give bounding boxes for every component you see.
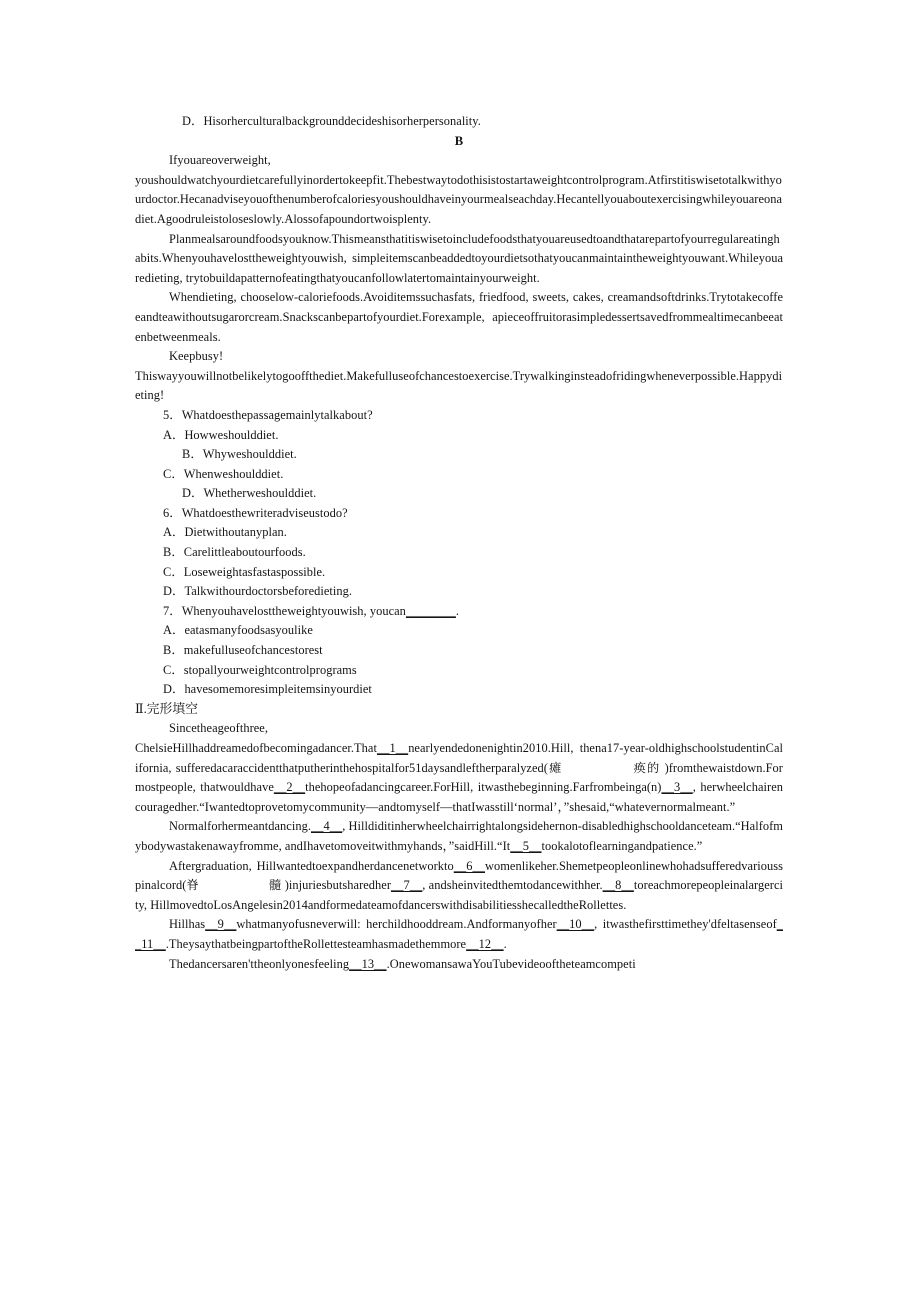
question-5-option-c[interactable]: C．Whenweshoulddiet. [163,466,284,481]
question-6-option-d[interactable]: D．Talkwithourdoctorsbeforedieting. [163,584,353,599]
cloze-blank-2[interactable]: __5__ [510,838,542,853]
question-6-option-c[interactable]: C．Loseweightasfastaspossible. [163,564,326,579]
cloze-blank-1[interactable]: __13__ [349,956,387,971]
cloze-text-run: , Hilldiditinherwheelchairrightalongsidehernon-disabledhighschooldanceteam.“Halfofmybodywastakenawayfromme, andIhavetomoveitwithmyhands，”saidHill.“It [135,819,783,853]
chinese-gloss-1: 瘫 [547,760,563,775]
question-6-stem: Whatdoesthewriteradviseustodo? [181,505,348,520]
passage-p1-body: youshouldwatchyourdietcarefullyinordertokeepfit.Thebestwaytodothisistostartaweightcontrolprogram.Atfirstitiswisetotalkwithyourdoctor.Hecanadviseyouofthenumberofcaloriesyoushouldhaveinyourmealseachday.Hecantellyouaboutexercisingwhileyouareonadiet.Agoodruleistoloseslowly.Alossofapoundortwoisplenty. [135,172,783,226]
section-b-heading: B [454,133,464,148]
cloze-blank-4[interactable]: __12__ [466,936,504,951]
question-7-answer-blank[interactable]: ________ [405,603,456,618]
question-6-option-a[interactable]: A．Dietwithoutanyplan. [163,525,287,540]
cloze-text-run: , herwheelchairencouragedher.“Iwantedtoprovetomycommunity—andtomyself—thatIwasstill‘normal’，”shesaid,“whatevernormalmeant.” [135,780,783,814]
cloze-text-run: )injuriesbutsharedher [281,878,392,893]
passage-p4-body: Thiswayyouwillnotbelikelytogooffthediet.Makefulluseofchancestoexercise.Trywalkinginsteadofridingwheneverpossible.Happydieting! [135,368,783,403]
cloze-text-run: . [503,936,507,951]
cloze-text-run: toreachmorepeopleinalargercity, HillmovedtoLosAngelesin2014andformedateamofdancerswithdisabilitiesshecalledtheRollettes. [135,878,783,912]
cloze-blank-2[interactable]: __2__ [273,780,306,795]
section-ii-heading [135,700,783,720]
cloze-p2-body [135,819,783,853]
question-7-option-d[interactable]: D．havesomemoresimpleitemsinyourdiet [163,682,372,697]
cloze-text-run: thehopeofadancingcareer.ForHill, itwasthebeginning.Farfrombeinga(n) [305,780,662,795]
question-6 [135,504,783,524]
cloze-paragraph-2 [135,817,783,856]
cloze-p4-body [135,917,783,951]
question-7-option-b[interactable]: B．makefulluseofchancestorest [163,643,323,658]
question-6-option-b[interactable]: B．Carelittleaboutourfoods. [163,545,306,560]
question-5-option-a[interactable]: A．Howweshoulddiet. [163,427,279,442]
cloze-p1-first-line: Sincetheageofthree, [169,721,268,736]
cloze-blank-1[interactable]: __4__ [310,819,343,834]
cloze-blank-1[interactable]: __6__ [453,858,485,873]
cloze-p1-body [135,741,783,814]
cloze-text-run: )fromthewaistdown.Formostpeople, thatwouldhave [135,760,783,795]
chinese-gloss-3: 的 [646,760,661,775]
cloze-text-run: womenlikeher.Shemetpeopleonlinewhohadsufferedvariousspinalcord( [135,858,783,893]
section-ii-numeral: Ⅱ [135,701,144,716]
cloze-paragraph-4 [135,915,783,954]
cloze-text-run: .OnewomansawaYouTubevideooftheteamcompeti [386,956,636,971]
passage-p1-first-line: Ifyouareoverweight, [169,153,271,168]
cloze-text-run: .TheysaythatbeingpartoftheRollettesteamhasmadethemmore [165,936,467,951]
cloze-text-run: , itwasthefirsttimethey'dfeltasenseof [594,917,777,932]
cloze-paragraph-5 [135,955,783,975]
question-7-stem-after: . [455,603,460,618]
question-7-option-c[interactable]: C．stopallyourweightcontrolprograms [163,662,357,677]
cloze-blank-3[interactable]: __11__ [135,917,783,951]
cloze-text-run: ChelsieHillhaddreamedofbecomingadancer.That [135,741,377,755]
question-6-number: 6． [163,505,182,520]
cloze-p3-body [135,859,783,912]
chinese-gloss-2: 痪 [632,760,647,775]
cloze-blank-2[interactable]: __7__ [391,878,423,893]
question-7-number: 7． [163,603,182,618]
question-7-stem-before: Whenyouhavelosttheweightyouwish, youcan [181,603,406,618]
section-ii-title: 完形填空 [146,701,198,717]
question-5 [135,406,783,426]
passage-paragraph-3: Whendieting, chooselow-caloriefoods.Avoiditemssuchasfats, friedfood, sweets, cakes, creamandsoftdrinks.Trytotakecoffeeandteawithoutsugarorcream.Snackscanbepartofyourdiet.Forexample, apieceoffruitorasimpledessertsavedfrommealtimecanbeeatenbetweenmeals. [135,290,783,344]
cloze-paragraph-1 [135,719,783,817]
cloze-text-run: Thedancersaren'ttheonlyonesfeeling [169,956,350,971]
cloze-text-run: tookalotoflearningandpatience.” [541,838,703,853]
cloze-text-run: nearlyendedonenightin2010.Hill, thena17-year-oldhighschoolstudentinCalifornia, sufferedacaraccidentthatputherinthehospitalfor51daysandleftherparalyzed( [135,741,783,775]
question-5-option-b[interactable]: B．Whyweshoulddiet. [182,447,297,462]
question-5-number: 5． [163,407,182,422]
cloze-blank-2[interactable]: __10__ [556,917,595,932]
question-5-stem: Whatdoesthepassagemainlytalkabout? [181,407,373,422]
question-7-option-a[interactable]: A．eatasmanyfoodsasyoulike [163,623,313,638]
cloze-text-run: Normalforhermeantdancing. [169,819,311,834]
passage-paragraph-4 [135,347,783,406]
page-content [135,112,783,974]
cloze-blank-1[interactable]: __1__ [376,741,409,755]
cloze-text-run: Aftergraduation, Hillwantedtoexpandherdancenetworkto [169,858,454,873]
passage-p4-first-line: Keepbusy! [169,349,224,364]
question-7 [135,602,783,622]
passage-paragraph-1 [135,151,783,229]
cloze-paragraph-3 [135,857,783,916]
cloze-text-run: Hillhas [169,917,206,932]
section-a-option-d: D．Hisorherculturalbackgrounddecideshisorherpersonality. [182,114,481,128]
cloze-blank-3[interactable]: __8__ [602,878,634,893]
cloze-text-run: whatmanyofusneverwill: herchildhooddream.Andformanyofher [236,917,557,932]
section-ii-dot: . [143,701,147,716]
cloze-p5-body [169,957,636,971]
cloze-blank-3[interactable]: __3__ [661,780,693,795]
chinese-gloss-2: 髓 [268,878,282,893]
passage-paragraph-2: Planmealsaroundfoodsyouknow.Thismeansthatitiswisetoincludefoodsthatyouareusedtoandthatarepartofyourregulareatinghabits.Whenyouhavelosttheweightyouwish, simpleitemscanbeaddedtoyourdietsothatyoucanmaintaintheweightyouwant.Whileyouaredieting, trytobuildapatternofeatingthatyoucanfollowlatertomaintainyourweight. [135,231,783,285]
cloze-blank-1[interactable]: __9__ [205,917,237,932]
chinese-gloss-1: 脊 [186,878,199,893]
cloze-text-run: , andsheinvitedthemtodancewithher. [422,878,603,893]
question-5-option-d[interactable]: D．Whetherweshoulddiet. [182,486,317,501]
